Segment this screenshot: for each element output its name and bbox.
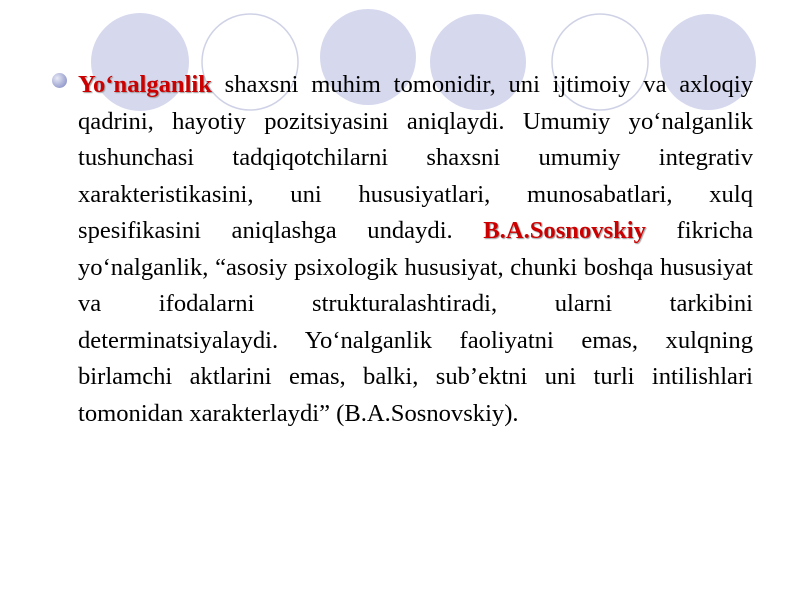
- paragraph-text: shaxsni muhim tomonidir, uni ijtimoiy va axloqiy qadrini, hayotiy pozitsiyasini aniqlaydi. Umumiy yo‘nalganlik tushunchasi tadqiqotchilarni shaxsni umumiy integrativ xarakteristikasini, uni hususiyatlari, munosabatlari, xulq spesifikasini aniqlashga undaydi.: [78, 71, 753, 244]
- bullet-icon: [52, 73, 67, 88]
- body-paragraph: [78, 67, 753, 432]
- highlight-author: B.A.Sosnovskiy: [483, 217, 646, 244]
- paragraph-text: fikricha yo‘nalganlik, “asosiy psixologik hususiyat, chunki boshqa hususiyat va ifodalarni strukturalashtiradi, ularni tarkibini determinatsiyalaydi. Yo‘nalganlik faoliyatni emas, xulqning birlamchi aktlarini emas, balki, sub’ektni uni turli intilishlari tomonidan xarakterlaydi” (B.A.Sosnovskiy).: [78, 217, 753, 427]
- highlight-term: Yo‘nalganlik: [78, 71, 212, 98]
